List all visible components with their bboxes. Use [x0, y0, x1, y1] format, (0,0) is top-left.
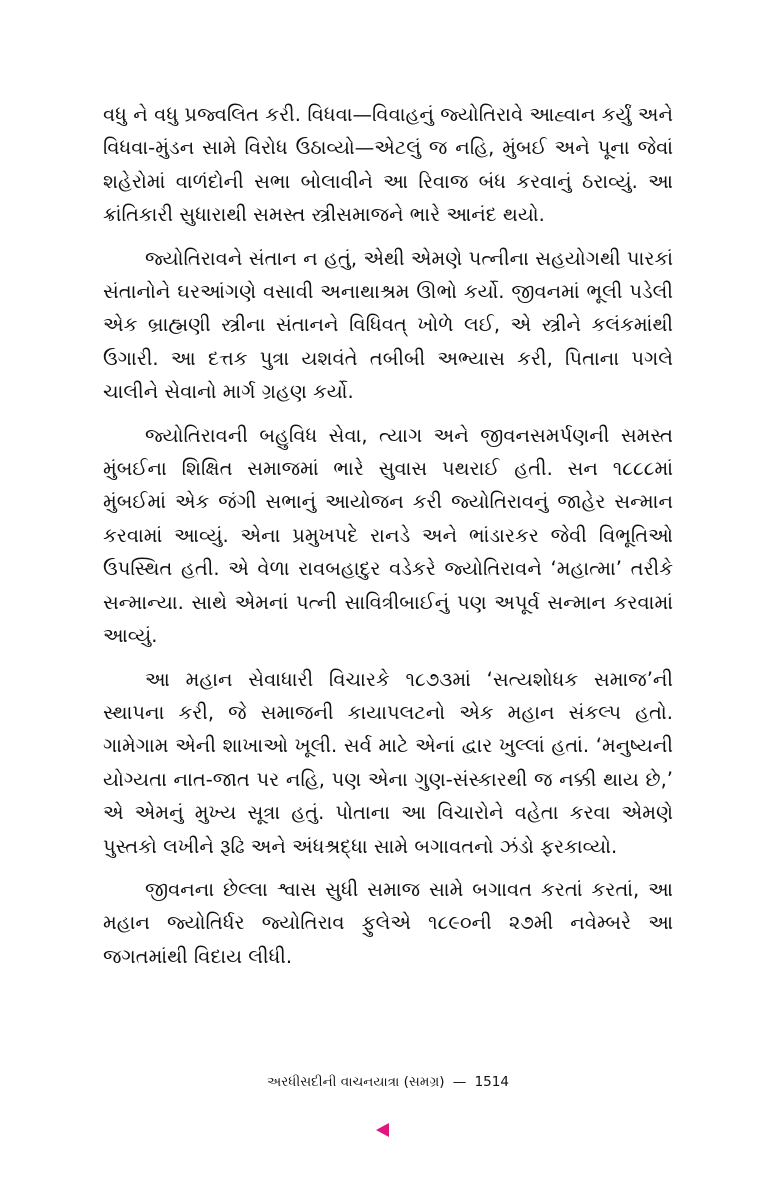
triangle-left-icon[interactable] — [376, 1123, 389, 1137]
paragraph-5: જીવનના છેલ્લા શ્વાસ સુધી સમાજ સામે બગાવત કરતાં કરતાં, આ મહાન જ્યોતિર્ધર જ્યોતિરાવ ફુલેએ ૧૮૯૦ની ૨૭મી નવેમ્બરે આ જગતમાંથી વિદાય લીધી. — [103, 877, 673, 968]
paragraph-3: જ્યોતિરાવની બહુવિધ સેવા, ત્યાગ અને જીવનસમર્પણની સમસ્ત મુંબઈના શિક્ષિત સમાજમાં ભારે સુવાસ પથરાઈ હતી. સન ૧૮૮૮માં મુંબઈમાં એક જંગી સભાનું આયોજન કરી જ્યોતિરાવનું જાહેર સન્માન કરવામાં આવ્યું. એના પ્રમુખપદે રાનડે અને ભાંડારકર જેવી વિભૂતિઓ ઉપસ્થિત હતી. એ વેળા રાવબહાદુર વડેકરે જ્યોતિરાવને ‘મહાત્મા’ તરીકે સન્માન્યા. સાથે એમનાં પત્ની સાવિત્રીબાઈનું પણ અપૂર્વ સન્માન કરવામાં આવ્યું. — [103, 423, 673, 648]
paragraph-2: જ્યોતિરાવને સંતાન ન હતું, એથી એમણે પત્નીના સહયોગથી પારકાં સંતાનોને ઘરઆંગણે વસાવી અનાથાશ્રમ ઊભો કર્યો. જીવનમાં ભૂલી પડેલી એક બ્રાહ્મણી સ્ત્રીના સંતાનને વિધિવત્ ખોળે લઈ, એ સ્ત્રીને કલંકમાંથી ઉગારી. આ દત્તક પુત્રા યશવંતે તબીબી અભ્યાસ કરી, પિતાના પગલે ચાલીને સેવાનો માર્ગ ગ્રહણ કર્યો. — [103, 246, 673, 404]
footer-separator: — — [452, 1074, 467, 1090]
footer-book-title: અરધીસદીની વાચનયાત્રા (સમગ્ર) — [267, 1074, 445, 1090]
paragraph-1: વધુ ને વધુ પ્રજ્વલિત કરી. વિધવા—વિવાહનું જ્યોતિરાવે આહ્વાન કર્યું અને વિધવા-મુંડન સામે વિરોધ ઉઠાવ્યો—એટલું જ નહિ, મુંબઈ અને પૂના જેવાં શહેરોમાં વાળંદોની સભા બોલાવીને આ રિવાજ બંધ કરવાનું ઠરાવ્યું. આ ક્રાંતિકારી સુધારાથી સમસ્ત સ્ત્રીસમાજને ભારે આનંદ થયો. — [103, 103, 673, 227]
page-body — [103, 98, 673, 983]
paragraph-4: આ મહાન સેવાધારી વિચારકે ૧૮૭૩માં ‘સત્યશોધક સમાજ’ની સ્થાપના કરી, જે સમાજની કાયાપલટનો એક મહાન સંકલ્પ હતો. ગામેગામ એની શાખાઓ ખૂલી. સર્વ માટે એનાં દ્વાર ખુલ્લાં હતાં. ‘મનુષ્યની યોગ્યતા નાત-જાત પર નહિ, પણ એના ગુણ-સંસ્કારથી જ નક્કી થાય છે,’ એ એમનું મુખ્ય સૂત્રા હતું. પોતાના આ વિચારોને વહેતા કરવા એમણે પુસ્તકો લખીને રૂઢિ અને અંધશ્રદ્ધા સામે બગાવતનો ઝંડો ફરકાવ્યો. — [103, 667, 673, 858]
footer-page-number: 1514 — [474, 1074, 509, 1090]
page-footer — [0, 1074, 776, 1090]
